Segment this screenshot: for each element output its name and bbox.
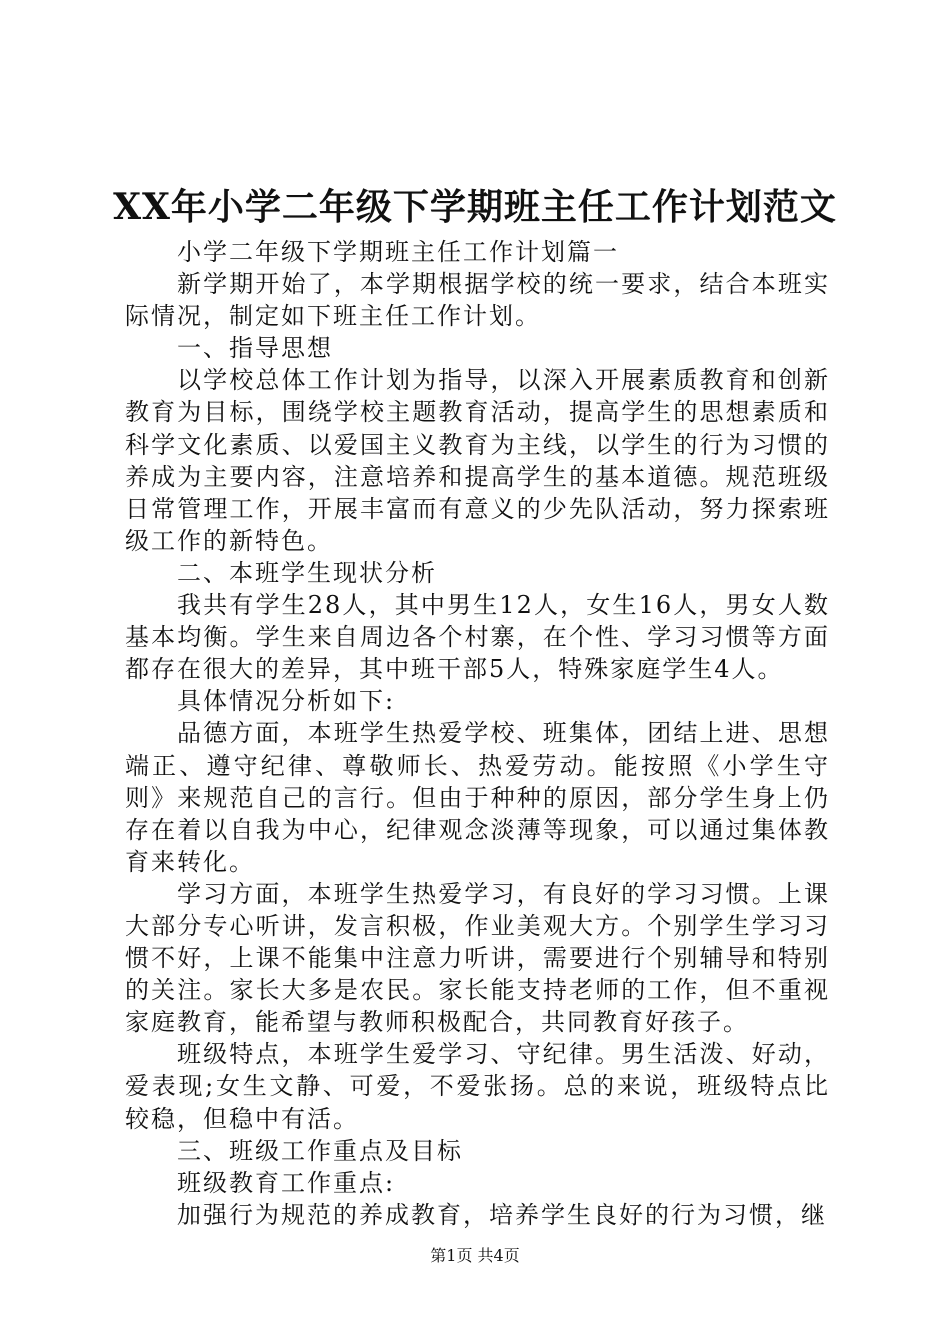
paragraph-class-features: 班级特点，本班学生爱学习、守纪律。男生活泼、好动，爱表现;女生文静、可爱，不爱张扬。总的来说，班级特点比较稳，但稳中有活。	[125, 1040, 830, 1133]
paragraph-analysis-intro: 具体情况分析如下:	[177, 687, 396, 716]
paragraph-class-status: 我共有学生28人，其中男生12人，女生16人，男女人数基本均衡。学生来自周边各个村寨，在个性、学习习惯等方面都存在很大的差异，其中班干部5人，特殊家庭学生4人。	[125, 591, 830, 684]
document-title: XX年小学二年级下学期班主任工作计划范文	[113, 186, 837, 228]
paragraph-guiding-thought: 以学校总体工作计划为指导，以深入开展素质教育和创新教育为目标，围绕学校主题教育活动，提高学生的思想素质和科学文化素质、以爱国主义教育为主线，以学生的行为习惯的养成为主要内容，注意培养和提高学生的基本道德。规范班级日常管理工作，开展丰富而有意义的少先队活动，努力探索班级工作的新特色。	[125, 366, 830, 555]
paragraph-focus-text: 加强行为规范的养成教育，培养学生良好的行为习惯，继	[177, 1200, 827, 1229]
paragraph-focus-label: 班级教育工作重点:	[177, 1168, 396, 1197]
page-footer: 第1页 共4页	[430, 1246, 520, 1265]
document-body	[125, 236, 830, 1231]
section-heading-2: 二、本班学生现状分析	[177, 558, 437, 587]
paragraph-intro: 新学期开始了，本学期根据学校的统一要求，结合本班实际情况，制定如下班主任工作计划。	[125, 270, 830, 331]
paragraph-subtitle: 小学二年级下学期班主任工作计划篇一	[177, 238, 619, 266]
section-heading-1: 一、指导思想	[177, 334, 333, 363]
section-heading-3: 三、班级工作重点及目标	[177, 1136, 463, 1165]
paragraph-moral: 品德方面，本班学生热爱学校、班集体，团结上进、思想端正、遵守纪律、尊敬师长、热爱劳动。能按照《小学生守则》来规范自己的言行。但由于种种的原因，部分学生身上仍存在着以自我为中心，纪律观念淡薄等现象，可以通过集体教育来转化。	[125, 719, 830, 876]
paragraph-study: 学习方面，本班学生热爱学习，有良好的学习习惯。上课大部分专心听讲，发言积极，作业美观大方。个别学生学习习惯不好，上课不能集中注意力听讲，需要进行个别辅导和特别的关注。家长大多是农民。家长能支持老师的工作，但不重视家庭教育，能希望与教师积极配合，共同教育好孩子。	[125, 879, 830, 1037]
